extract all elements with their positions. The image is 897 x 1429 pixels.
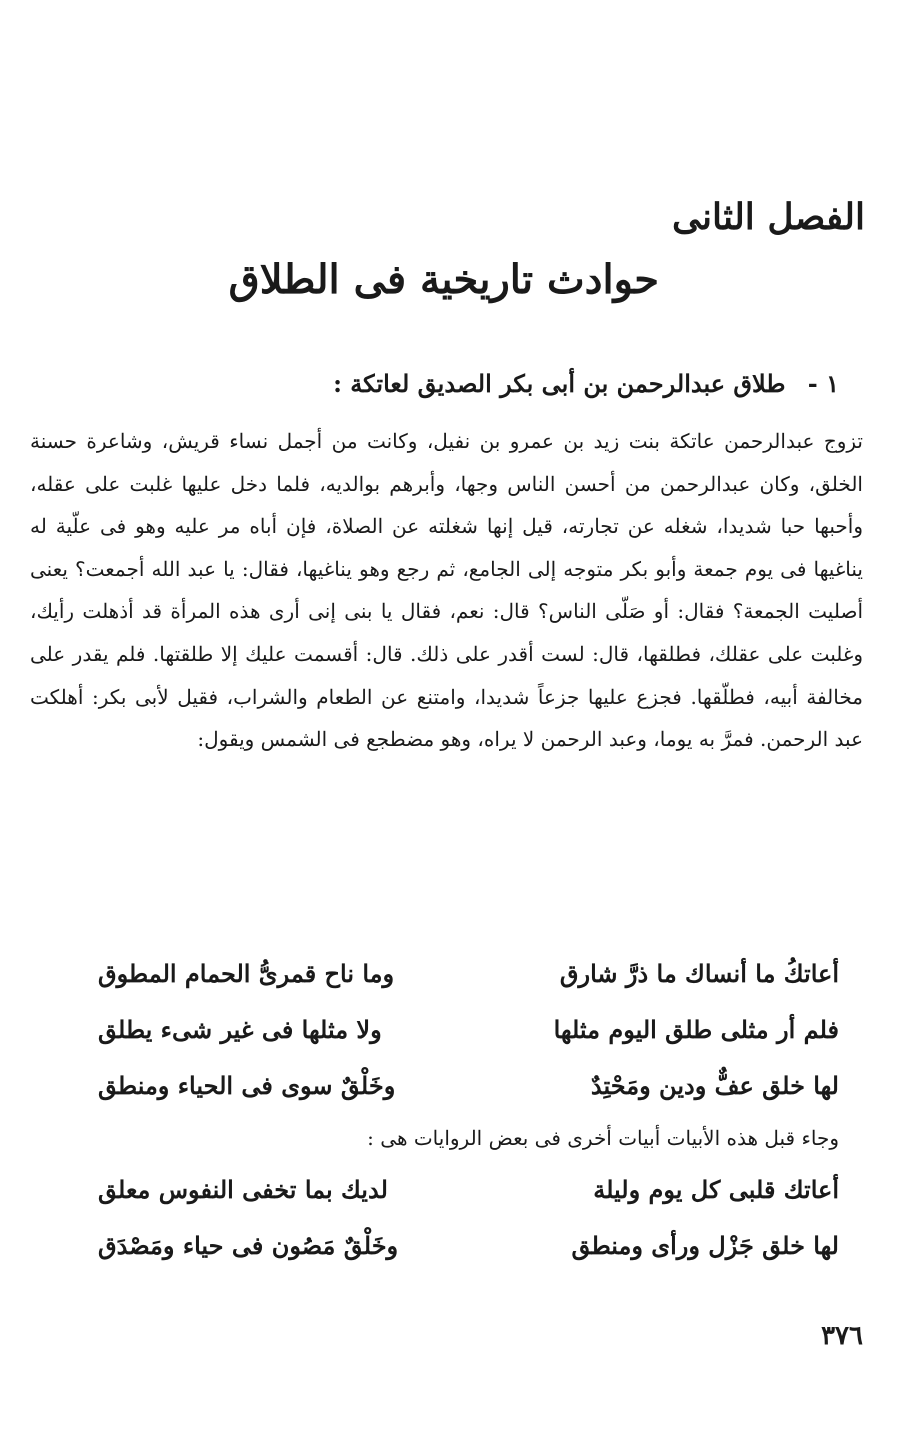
- section-heading: [333, 366, 839, 402]
- verse-first-hemistich: لها خلق عفٌّ ودين ومَحْتِدٌ: [590, 1071, 839, 1100]
- chapter-label: الفصل الثانى: [671, 196, 865, 238]
- section-number: ١ -: [807, 369, 839, 398]
- verse-second-hemistich: لديك بما تخفى النفوس معلق: [98, 1175, 388, 1204]
- verse-first-hemistich: أعاتك قلبى كل يوم وليلة: [593, 1175, 839, 1204]
- verse-second-hemistich: وخَلْقٌ سوى فى الحياء ومنطق: [98, 1071, 396, 1100]
- section-title: طلاق عبدالرحمن بن أبى بكر الصديق لعاتكة :: [333, 369, 786, 398]
- chapter-title: حوادث تاريخية فى الطلاق: [228, 256, 659, 303]
- verse-first-hemistich: لها خلق جَزْل ورأى ومنطق: [571, 1231, 839, 1260]
- verse-first-hemistich: فلم أر مثلى طلق اليوم مثلها: [553, 1015, 839, 1044]
- poem-verses-extra: [98, 1162, 839, 1274]
- verse-second-hemistich: وخَلْقٌ مَصُون فى حياء ومَصْدَق: [98, 1231, 399, 1260]
- verse-line: [98, 1218, 839, 1274]
- verse-line: [98, 1162, 839, 1218]
- poem-verses: [98, 946, 839, 1114]
- verse-line: [98, 1002, 839, 1058]
- verse-second-hemistich: وما ناح قمرىُّ الحمام المطوق: [98, 959, 395, 988]
- body-paragraph: تزوج عبدالرحمن عاتكة بنت زيد بن عمرو بن نفيل، وكانت من أجمل نساء قريش، وشاعرة حسنة الخلق، وكان عبدالرحمن من أحسن الناس وجها، وأبرهم بوالديه، فلما دخل عليها غلبت على عقله، وأحبها حبا شديدا، شغله عن تجارته، قيل إنها شغلته عن الصلاة، فإن أباه مر عليه وهو فى علّية له يناغيها فى يوم جمعة وأبو بكر متوجه إلى الجامع، ثم رجع وهو يناغيها، فقال: يا عبد الله أجمعت؟ يعنى أصليت الجمعة؟ فقال: أو صَلّى الناس؟ قال: نعم، فقال يا بنى إنى أرى هذه المرأة قد أذهلت رأيك، وغلبت على عقلك، فطلقها، قال: لست أقدر على ذلك. قال: أقسمت عليك إلا طلقتها. فلم يقدر على مخالفة أبيه، فطلّقها. فجزع عليها جزعاً شديدا، وامتنع عن الطعام والشراب، فقيل لأبى بكر: أهلكت عبد الرحمن. فمرَّ به يوما، وعبد الرحمن لا يراه، وهو مضطجع فى الشمس ويقول:: [30, 429, 863, 752]
- verse-line: [98, 946, 839, 1002]
- page-number: ٣٧٦: [821, 1321, 863, 1351]
- verse-line: [98, 1058, 839, 1114]
- verse-first-hemistich: أعاتكُ ما أنساك ما ذرَّ شارق: [559, 959, 839, 988]
- verses-note: وجاء قبل هذه الأبيات أبيات أخرى فى بعض الروايات هى :: [367, 1126, 839, 1150]
- verse-second-hemistich: ولا مثلها فى غير شىء يطلق: [98, 1015, 382, 1044]
